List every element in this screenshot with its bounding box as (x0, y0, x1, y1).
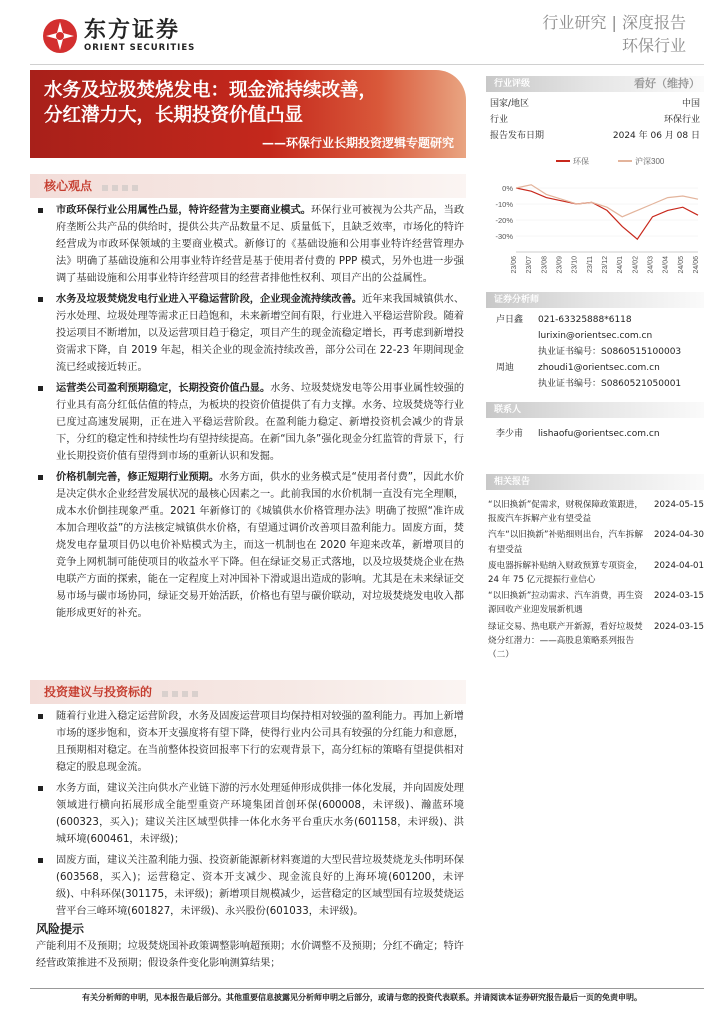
risk-text: 产能利用不及预期；垃圾焚烧国补政策调整影响超预期；水价调整不及预期；分红不确定；特许经营政策推进不及预期；假设条件变化影响测算结果； (36, 941, 464, 969)
footer-divider (30, 988, 704, 989)
core-bullet: 价格机制完善，修正短期行业预期。水务方面，供水的业务模式是“使用者付费”，因此水价是决定供水企业经营发展状况的最核心因素之一。此前我国的水价机制一直没有完全理顺，成本水价倒挂现象严重。2021 年新修订的《城镇供水价格管理办法》明确了按照“准许成本加合理收益”的方法核定城镇供水价格，有望通过调价改善项目盈利能力。固废方面，焚烧发电存量项目仍以电价补贴模式为主，而这一机制也在 2020 年迎来改革，新增项目的竞争上网机制可能使项目的收益水平下降。但在绿证交易正式落地，以及垃圾焚烧企业在热电联产方面的探索，能在一定程度上对冲国补下滑或退出造成的影响。尤其是在未来绿证交易市场与碳市场协同，绿证交易开始活跃，价格也有望与碳价联动，对垃圾焚烧发电收入都能形成更好的补充。 (36, 469, 464, 622)
related-panel (486, 474, 704, 664)
info-row: 行业 环保行业 (490, 115, 700, 125)
related-report[interactable]: 绿证交易、热电联产开新源，看好垃圾焚烧分红潜力：——高股息策略系列报告（二） 2024-03-15 (488, 621, 704, 661)
x-tick-label: 23/10 (571, 256, 579, 274)
related-report[interactable]: “以旧换新”促需求，财税保障政策跟进，报废汽车拆解产业有望受益 2024-05-15 (488, 500, 704, 525)
x-tick-label: 23/12 (602, 256, 609, 274)
rating-panel (486, 76, 704, 144)
x-tick-label: 23/11 (586, 256, 594, 273)
title-banner (30, 70, 466, 158)
x-tick-label: 23/08 (541, 256, 549, 274)
series-line (516, 188, 698, 239)
core-views-header (30, 174, 466, 198)
invest-bullet: 水务方面，建议关注向供水产业链下游的污水处理延伸形成供排一体化发展，并向固废处理领域进行横向拓展形成全能型重资产环境集团首创环保(600008，未评级)、瀚蓝环境(600323，买入)；建议关注区域型供排一体化水务平台重庆水务(601158，未评级)、洪城环境(600461，未评级)； (36, 780, 464, 848)
analyst-panel (486, 292, 704, 392)
y-tick-label: -30% (495, 232, 513, 241)
x-tick-label: 23/09 (556, 256, 564, 274)
analyst-entry: 周迪 zhoudi1@orientsec.com.cn 执业证书编号：S0860521050001 (496, 363, 682, 389)
x-tick-label: 24/03 (647, 256, 655, 274)
info-row: 报告发布日期 2024 年 06 月 08 日 (490, 131, 700, 141)
invest-title: 投资建议与投资标的 (44, 685, 153, 699)
x-tick-label: 23/06 (511, 256, 518, 274)
logo-cn: 东方证券 (84, 18, 181, 43)
series-line (516, 185, 698, 217)
core-bullet: 市政环保行业公用属性凸显，特许经营为主要商业模式。环保行业可被视为公共产品，当政府垄断公共产品的供给时，提供公共产品数量不足、质量低下，且缺乏效率，市场化的特许经营成为市政环保领域的主要商业模式。新修订的《基础设施和公用事业特许经营管理办法》明确了基础设施和公用事业特许经营是基于使用者付费的 PPP 模式，另外也进一步强调了基础设施和公用事业特许经营项目的经营者排他性权利、项目产出的公益属性。 (36, 202, 464, 287)
invest-header (30, 680, 466, 704)
related-report[interactable]: 汽车“以旧换新”补贴细则出台，汽车拆解有望受益 2024-04-30 (488, 530, 704, 555)
footer-disclaimer: 有关分析师的申明，见本报告最后部分。其他重要信息披露见分析师申明之后部分，或请与您的投资代表联系。并请阅读本证券研究报告最后一页的免责申明。 (82, 993, 642, 1002)
analyst-header: 证券分析师 (486, 292, 704, 308)
rating-label: 行业评级 (494, 79, 531, 89)
report-subtitle: ——环保行业长期投资逻辑专题研究 (261, 136, 454, 150)
y-tick-label: -10% (495, 200, 513, 209)
y-tick-label: -20% (495, 216, 513, 225)
logo-mark-icon (42, 18, 78, 54)
contact-header: 联系人 (486, 402, 704, 418)
industry-label: 环保行业 (621, 36, 686, 55)
x-tick-label: 24/05 (677, 256, 685, 274)
header-divider (30, 64, 704, 65)
title-line-1: 水务及垃圾焚烧发电：现金流持续改善， (44, 80, 378, 101)
x-tick-label: 24/02 (632, 256, 640, 274)
x-tick-label: 24/01 (617, 256, 625, 274)
core-views-body (36, 202, 464, 626)
related-report[interactable]: 废电器拆解补贴纳入财政预算专项资金，24 年 75 亿元提振行业信心 2024-04-01 (488, 560, 704, 586)
core-bullet: 水务及垃圾焚烧发电行业进入平稳运营阶段，企业现金流持续改善。近年来我国城镇供水、污水处理、垃圾处理等需求正日趋饱和，未来新增空间有限，行业进入平稳运营阶段。随着投运项目不断增加，以及运营项目趋于稳定，项目产生的现金流稳定增长，再考虑到新增投资需求下降，自 2019 年起，相关企业的现金流持续改善，部分公司在 22-23 年期间现金流已经或接近转正。 (36, 291, 464, 376)
analyst-entry: 卢日鑫 021-63325888*6118 lurixin@orientsec.com.cn 执业证书编号：S0860515100003 (496, 315, 682, 357)
x-tick-label: 23/07 (526, 256, 534, 274)
core-views-title: 核心观点 (44, 179, 93, 193)
legend-label: 环保 (573, 157, 589, 166)
related-report[interactable]: “以旧换新”拉动需求、汽车消费，再生资源回收产业迎发展新机遇 2024-03-15 (488, 591, 704, 616)
risk-title: 风险提示 (36, 922, 85, 936)
x-tick-label: 24/04 (662, 256, 670, 274)
rating-header (486, 76, 704, 92)
logo-en: ORIENT SECURITIES (84, 43, 196, 53)
info-row: 国家/地区 中国 (490, 99, 700, 109)
title-line-2: 分红潜力大，长期投资价值凸显 (44, 105, 304, 126)
core-bullet: 运营类公司盈利预期稳定，长期投资价值凸显。水务、垃圾焚烧发电等公用事业属性较强的行业具有高分红低估值的特点，为板块的投资价值提供了有力支撑。水务、垃圾焚烧等行业已度过高速发展期，正在进入平稳运营阶段。在盈利能力稳定、新增投资机会减少的背景下，分红的稳定性和持续性均有望持续提高。在新“国九条”强化现金分红监管的背景下，行业长期投资价值有望得到市场的重新认识和发掘。 (36, 380, 464, 465)
contact-panel (486, 402, 704, 442)
invest-body (36, 708, 464, 924)
contact-entry: 李少甫 lishaofu@orientsec.com.cn (496, 429, 660, 439)
rating-value: 看好（维持） (634, 77, 700, 90)
decorative-dots-icon (102, 175, 142, 199)
performance-chart (486, 154, 704, 282)
related-header: 相关报告 (486, 474, 704, 490)
legend-label: 沪深300 (635, 157, 665, 166)
x-tick-label: 24/06 (693, 256, 700, 274)
performance-chart-svg (486, 154, 704, 282)
report-type: 行业研究 | 深度报告 (542, 13, 686, 32)
company-logo (42, 18, 195, 54)
y-tick-label: 0% (502, 184, 513, 193)
invest-bullet: 固废方面，建议关注盈利能力强、投资新能源新材料赛道的大型民营垃圾焚烧龙头伟明环保(603568，买入)；运营稳定、资本开支减少、现金流良好的上海环境(601200，未评级)、中科环保(301175，未评级)；新增项目规模减少，运营稳定的区域型国有垃圾焚烧运营平台三峰环境(601827，未评级)、永兴股份(601033，未评级)。 (36, 852, 464, 920)
decorative-dots-icon (162, 681, 202, 705)
invest-bullet: 随着行业进入稳定运营阶段，水务及固废运营项目均保持相对较强的盈利能力。再加上新增市场的逐步饱和，资本开支强度将有望下降，使得行业内公司具有较强的分红能力和意愿，且预期相对稳定。在当前整体投资回报率下行的宏观背景下，高分红标的策略有望提供相对稳定的股息现金流。 (36, 708, 464, 776)
